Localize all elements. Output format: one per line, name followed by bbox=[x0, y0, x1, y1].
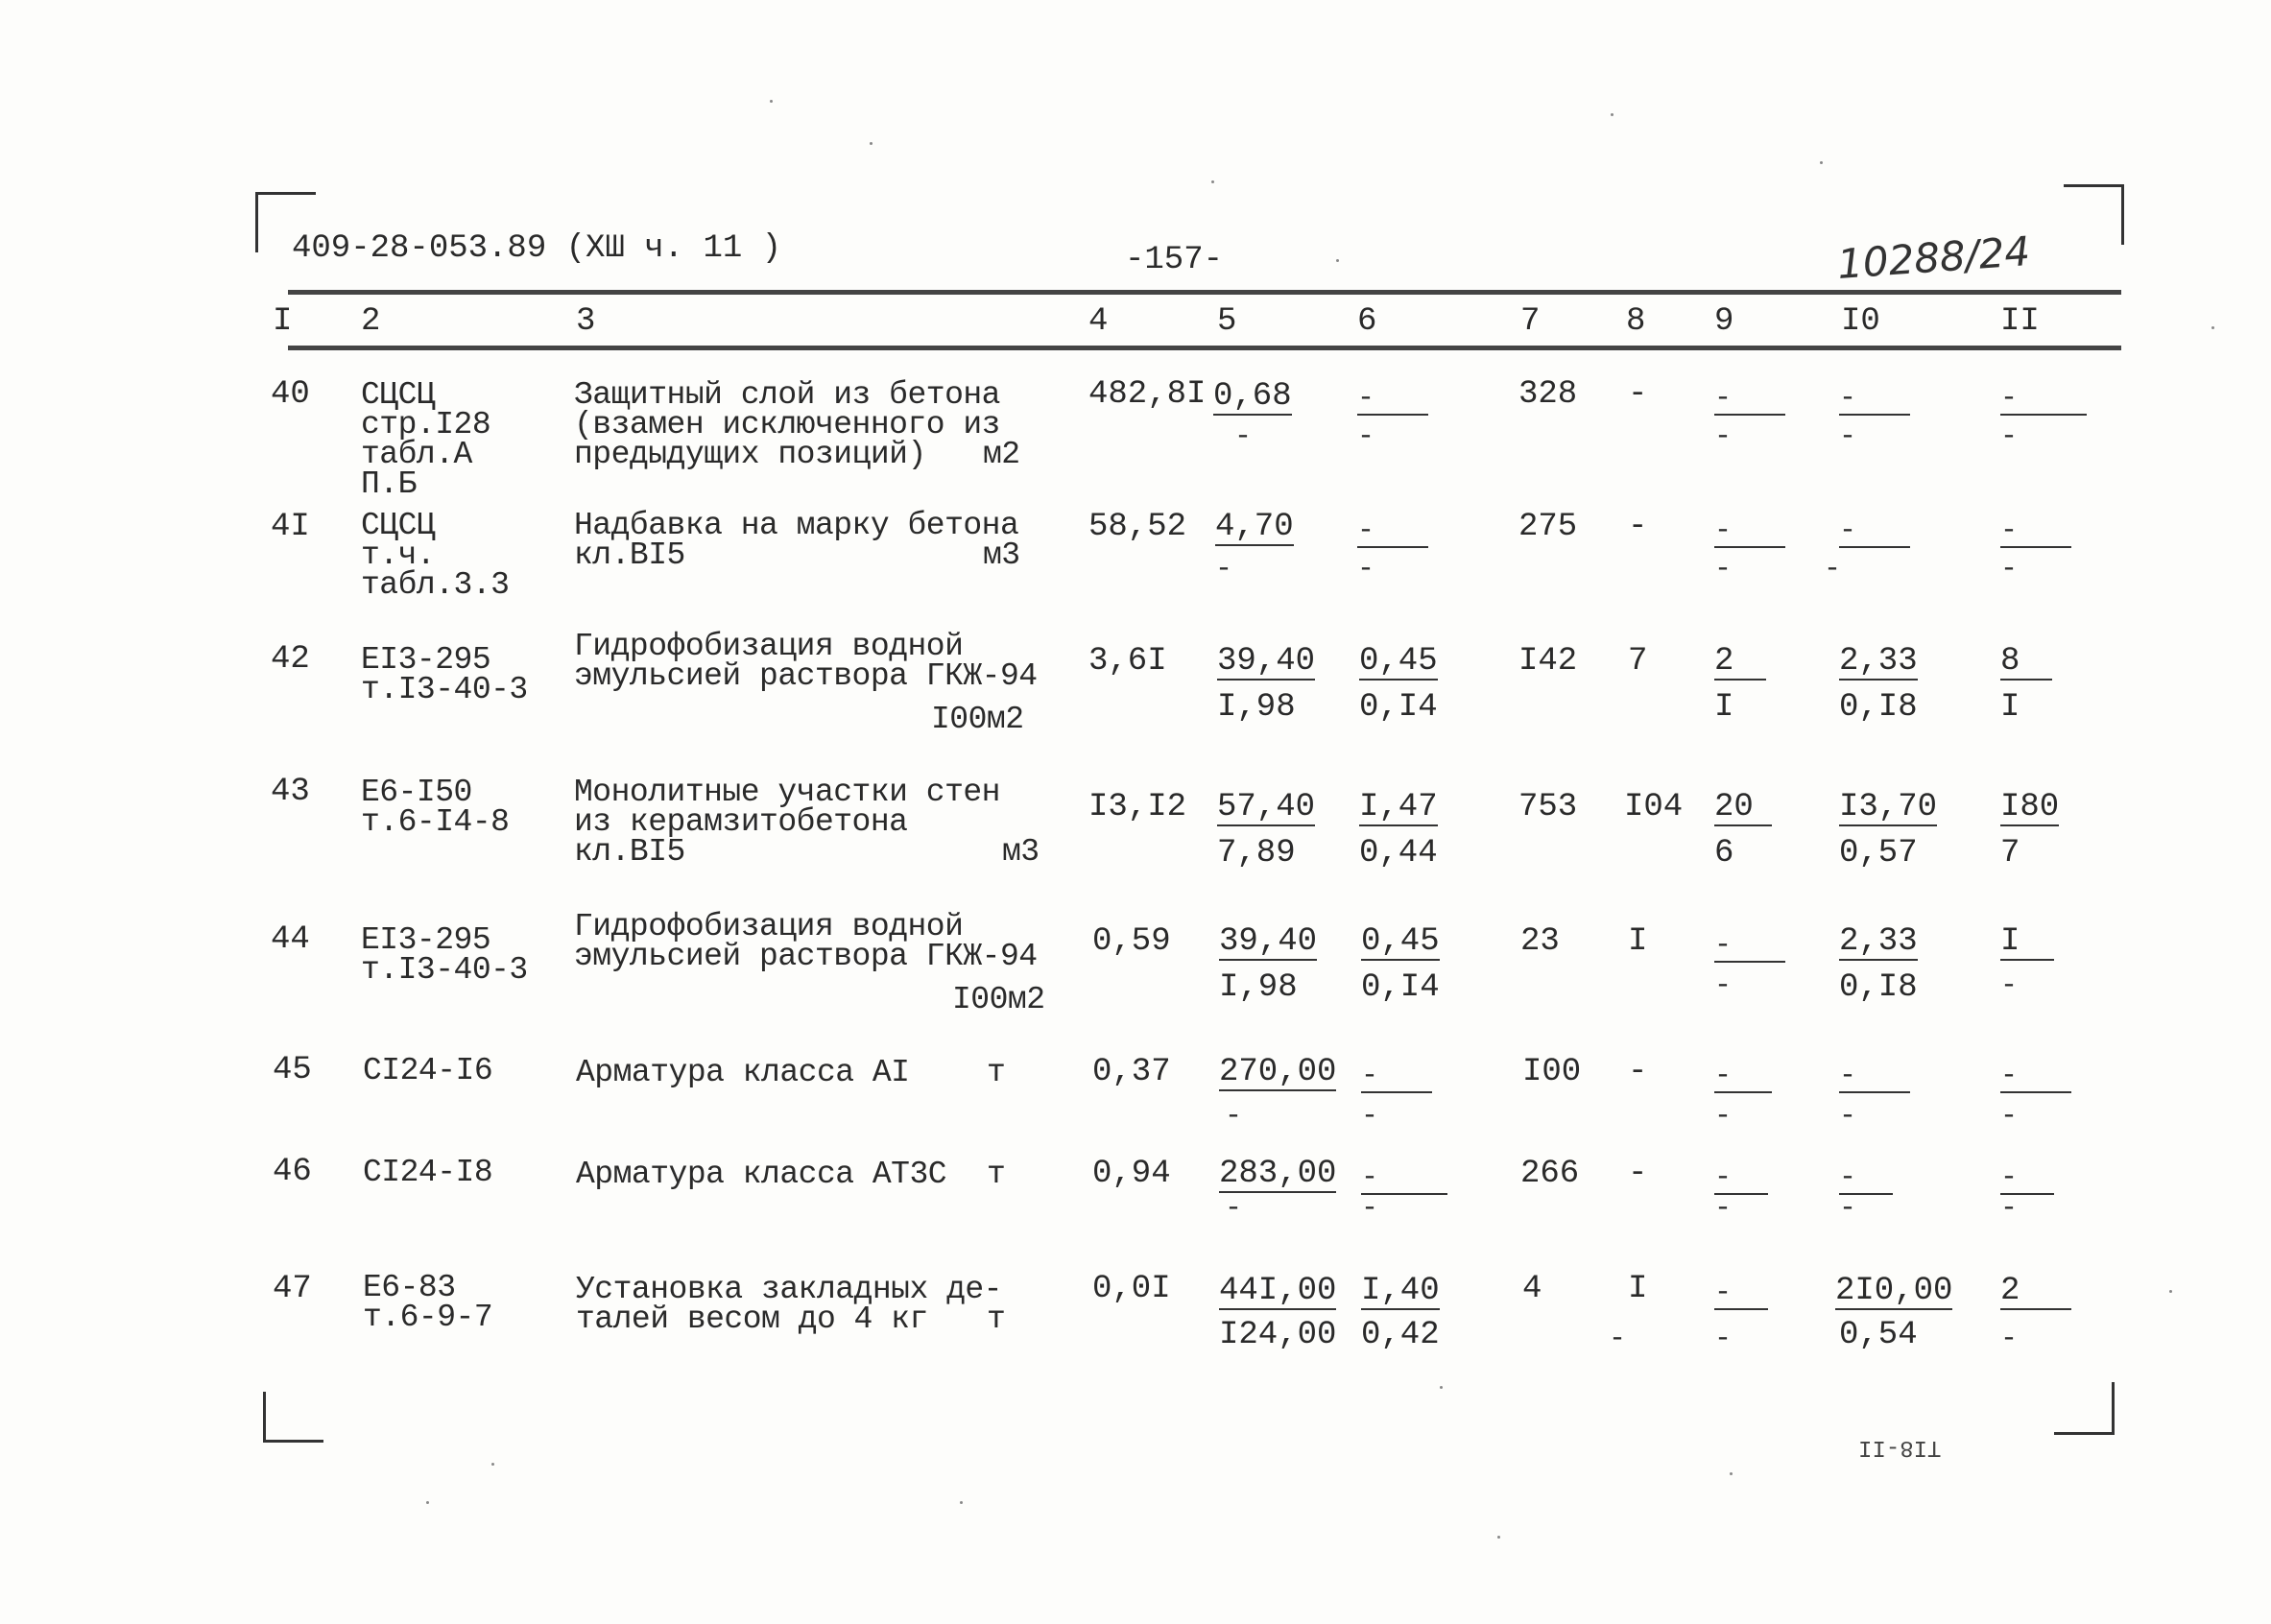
scan-speck bbox=[2211, 326, 2214, 329]
col11-bottom: - bbox=[2000, 1192, 2019, 1225]
quantity: 58,52 bbox=[1088, 509, 1187, 545]
col-header-7: 7 bbox=[1520, 303, 1541, 340]
row-number: 43 bbox=[271, 774, 310, 810]
col-header-1: I bbox=[273, 303, 293, 340]
scan-speck bbox=[491, 1463, 494, 1466]
row-number: 42 bbox=[271, 641, 310, 678]
description-line: Арматура класса AI bbox=[576, 1055, 910, 1090]
col11-bottom: - bbox=[2000, 553, 2019, 585]
scan-speck bbox=[1211, 180, 1214, 183]
footer-stamp: TI8-II bbox=[1858, 1434, 1942, 1460]
col10-top: 2,33 bbox=[1839, 923, 1918, 960]
corner-mark-bottom-right bbox=[2054, 1382, 2115, 1435]
col9-bottom: - bbox=[1714, 1323, 1733, 1355]
col10-bottom: 0,I8 bbox=[1839, 689, 1918, 726]
row-number: 40 bbox=[271, 376, 310, 413]
col8: I04 bbox=[1624, 789, 1684, 825]
col-header-10: I0 bbox=[1841, 303, 1880, 340]
col8: - bbox=[1628, 1156, 1648, 1192]
col5-bottom: I,98 bbox=[1219, 969, 1298, 1006]
col10-bottom: - bbox=[1824, 553, 1842, 585]
corner-mark-top-right bbox=[2064, 184, 2124, 245]
scan-speck bbox=[2169, 1290, 2172, 1293]
description-line: Гидрофобизация водной bbox=[574, 909, 964, 944]
col5-bottom: - bbox=[1215, 553, 1233, 585]
col7: I00 bbox=[1522, 1054, 1582, 1090]
col6-top: I,47 bbox=[1359, 789, 1438, 825]
col9-top: - bbox=[1714, 1163, 1768, 1195]
col9-top: - bbox=[1714, 384, 1785, 416]
scan-speck bbox=[426, 1501, 429, 1504]
col9-bottom: - bbox=[1714, 1100, 1733, 1133]
code-line: стр.I28 bbox=[361, 407, 491, 442]
col9-bottom: - bbox=[1714, 420, 1733, 453]
col8: - bbox=[1628, 1054, 1648, 1090]
col11-bottom: - bbox=[2000, 1100, 2019, 1133]
code-line: табл.А bbox=[361, 437, 472, 472]
description-line: Надбавка на марку бетона bbox=[574, 508, 1019, 543]
code-line: EI3-295 bbox=[361, 642, 491, 678]
scan-speck bbox=[1730, 1472, 1733, 1475]
scan-speck bbox=[1611, 113, 1614, 116]
col9-top: - bbox=[1714, 516, 1785, 548]
col5-bottom: I,98 bbox=[1217, 689, 1296, 726]
unit: м3 bbox=[1002, 834, 1040, 870]
col6-top: - bbox=[1357, 384, 1428, 416]
col11-bottom: 7 bbox=[2000, 835, 2020, 872]
description-line: из керамзитобетона bbox=[574, 804, 908, 840]
col6-top: - bbox=[1361, 1062, 1432, 1093]
col5-bottom: 7,89 bbox=[1217, 835, 1296, 872]
code-line: табл.3.3 bbox=[361, 567, 510, 603]
col6-top: - bbox=[1361, 1163, 1447, 1195]
col9-bottom: 6 bbox=[1714, 835, 1734, 872]
col9-bottom: - bbox=[1714, 969, 1733, 1002]
col10-bottom: - bbox=[1839, 420, 1857, 453]
description-line: Установка закладных де- bbox=[576, 1272, 1002, 1307]
col6-bottom: - bbox=[1361, 1100, 1379, 1133]
scan-speck bbox=[1820, 161, 1823, 164]
col6-bottom: 0,I4 bbox=[1359, 689, 1438, 726]
col5-top: 0,68 bbox=[1213, 378, 1292, 415]
description-line: Гидрофобизация водной bbox=[574, 629, 964, 664]
col8: - bbox=[1628, 509, 1648, 545]
col10-top: - bbox=[1839, 516, 1910, 548]
col7: 753 bbox=[1518, 789, 1578, 825]
col6-bottom: 0,I4 bbox=[1361, 969, 1440, 1006]
corner-mark-bottom-left bbox=[263, 1392, 323, 1443]
col11-top: - bbox=[2000, 1163, 2054, 1195]
col7: 275 bbox=[1518, 509, 1578, 545]
scan-speck bbox=[870, 142, 873, 145]
col10-top: - bbox=[1839, 384, 1910, 416]
description-line: эмульсией раствора ГКЖ-94 bbox=[574, 939, 1038, 974]
unit: I00м2 bbox=[952, 982, 1045, 1017]
col11-top: 8 bbox=[2000, 645, 2052, 681]
scan-speck bbox=[1336, 259, 1339, 262]
col5-top: 57,40 bbox=[1217, 789, 1316, 825]
col10-bottom: 0,I8 bbox=[1839, 969, 1918, 1006]
description-line: кл.BI5 bbox=[574, 834, 685, 870]
page-number: -157- bbox=[1125, 242, 1224, 278]
col11-bottom: I bbox=[2000, 689, 2020, 726]
col11-top: - bbox=[2000, 516, 2071, 548]
col8: I bbox=[1628, 923, 1648, 960]
col-header-4: 4 bbox=[1088, 303, 1109, 340]
scan-speck bbox=[1440, 1386, 1443, 1389]
col5-top: 4,70 bbox=[1215, 509, 1294, 545]
col11-top: - bbox=[2000, 384, 2087, 416]
code-line: т.I3-40-3 bbox=[361, 672, 528, 707]
row-number: 44 bbox=[271, 921, 310, 958]
col11-top: - bbox=[2000, 1062, 2071, 1093]
document-code: 409-28-053.89 (XШ ч. 11 ) bbox=[292, 230, 782, 267]
code-line: т.I3-40-3 bbox=[361, 952, 528, 988]
col-header-3: 3 bbox=[576, 303, 596, 340]
col11-bottom: - bbox=[2000, 1323, 2019, 1355]
col5-bottom: - bbox=[1225, 1192, 1243, 1225]
unit: I00м2 bbox=[931, 702, 1024, 737]
unit: м2 bbox=[983, 437, 1020, 472]
code-line: E6-I50 bbox=[361, 775, 472, 810]
col5-top: 39,40 bbox=[1217, 643, 1316, 680]
quantity: 0,0I bbox=[1092, 1271, 1171, 1307]
code-line: CI24-I8 bbox=[363, 1155, 493, 1190]
description-line: (взамен исключенного из bbox=[574, 407, 1000, 442]
col7: 266 bbox=[1520, 1156, 1580, 1192]
col-header-2: 2 bbox=[361, 303, 381, 340]
col9-bottom: I bbox=[1714, 689, 1734, 726]
code-line: т.6-I4-8 bbox=[361, 804, 510, 840]
unit: м3 bbox=[983, 537, 1020, 573]
quantity: 3,6I bbox=[1088, 643, 1167, 680]
col7: I42 bbox=[1518, 643, 1578, 680]
col11-bottom: - bbox=[2000, 969, 2019, 1002]
col10-top: 2I0,00 bbox=[1835, 1273, 1953, 1309]
row-number: 47 bbox=[273, 1271, 312, 1307]
col8-top: I bbox=[1628, 1271, 1648, 1307]
col6-bottom: 0,44 bbox=[1359, 835, 1438, 872]
col-header-8: 8 bbox=[1626, 303, 1646, 340]
description-line: Защитный слой из бетона bbox=[574, 377, 1000, 413]
handwritten-reference: 10288/24 bbox=[1835, 227, 2032, 288]
code-line: СЦСЦ bbox=[361, 377, 436, 413]
quantity: 0,94 bbox=[1092, 1156, 1171, 1192]
description-line: талей весом до 4 кг bbox=[576, 1302, 928, 1337]
scan-speck bbox=[960, 1501, 963, 1504]
quantity: 0,59 bbox=[1092, 923, 1171, 960]
col6-top: I,40 bbox=[1361, 1273, 1440, 1309]
code-line: т.ч. bbox=[361, 537, 436, 573]
col10-bottom: 0,57 bbox=[1839, 835, 1918, 872]
col5-top: 283,00 bbox=[1219, 1156, 1337, 1192]
unit: т bbox=[987, 1302, 1006, 1337]
row-number: 45 bbox=[273, 1052, 312, 1088]
col-header-5: 5 bbox=[1217, 303, 1237, 340]
code-line: E6-83 bbox=[363, 1270, 456, 1305]
col6-top: 0,45 bbox=[1361, 923, 1440, 960]
code-line: П.Б bbox=[361, 466, 417, 502]
col9-top: 20 bbox=[1714, 791, 1772, 826]
col8-bottom-dash: - bbox=[1609, 1323, 1627, 1355]
col9-top: - bbox=[1714, 931, 1785, 963]
col9-top: - bbox=[1714, 1062, 1772, 1093]
quantity: 0,37 bbox=[1092, 1054, 1171, 1090]
col-header-9: 9 bbox=[1714, 303, 1734, 340]
col6-top: - bbox=[1357, 516, 1428, 548]
col9-top: - bbox=[1714, 1278, 1768, 1310]
col9-bottom: - bbox=[1714, 1192, 1733, 1225]
code-line: EI3-295 bbox=[361, 922, 491, 958]
col5-bottom: I24,00 bbox=[1219, 1317, 1337, 1353]
col9-bottom: - bbox=[1714, 553, 1733, 585]
unit: т bbox=[987, 1055, 1006, 1090]
unit: т bbox=[987, 1157, 1006, 1192]
code-line: т.6-9-7 bbox=[363, 1300, 493, 1335]
quantity: 482,8I bbox=[1088, 376, 1207, 413]
header-rule-bottom bbox=[288, 346, 2121, 350]
col5-bottom: - bbox=[1225, 1100, 1243, 1133]
code-line: СЦСЦ bbox=[361, 508, 436, 543]
col8: - bbox=[1628, 376, 1648, 413]
col10-top: - bbox=[1839, 1062, 1910, 1093]
description-line: предыдущих позиций) bbox=[574, 437, 926, 472]
description-line: Арматура класса AT3C bbox=[576, 1157, 947, 1192]
col8: 7 bbox=[1628, 643, 1648, 680]
col5-bottom: - bbox=[1234, 420, 1253, 453]
col10-top: - bbox=[1839, 1163, 1893, 1195]
col6-bottom: - bbox=[1357, 553, 1375, 585]
header-rule-top bbox=[288, 290, 2121, 295]
row-number: 46 bbox=[273, 1154, 312, 1190]
col11-top: I80 bbox=[2000, 789, 2060, 825]
col6-bottom: - bbox=[1361, 1192, 1379, 1225]
col9-top: 2 bbox=[1714, 645, 1766, 681]
col10-bottom: 0,54 bbox=[1839, 1317, 1918, 1353]
col7: 328 bbox=[1518, 376, 1578, 413]
col-header-6: 6 bbox=[1357, 303, 1377, 340]
quantity: I3,I2 bbox=[1088, 789, 1187, 825]
col-header-11: II bbox=[2000, 303, 2040, 340]
row-number: 4I bbox=[271, 509, 310, 545]
description-line: Монолитные участки стен bbox=[574, 775, 1000, 810]
col10-top: 2,33 bbox=[1839, 643, 1918, 680]
description-line: кл.BI5 bbox=[574, 537, 685, 573]
code-line: CI24-I6 bbox=[363, 1053, 493, 1088]
col10-bottom: - bbox=[1839, 1192, 1857, 1225]
col7: 23 bbox=[1520, 923, 1560, 960]
col10-top: I3,70 bbox=[1839, 789, 1938, 825]
col6-bottom: 0,42 bbox=[1361, 1317, 1440, 1353]
description-line: эмульсией раствора ГКЖ-94 bbox=[574, 658, 1038, 694]
col6-bottom: - bbox=[1357, 420, 1375, 453]
scan-speck bbox=[1497, 1536, 1500, 1539]
col11-top: I bbox=[2000, 925, 2054, 961]
col5-top: 44I,00 bbox=[1219, 1273, 1337, 1309]
col5-top: 39,40 bbox=[1219, 923, 1318, 960]
col11-top: 2 bbox=[2000, 1275, 2071, 1310]
col7: 4 bbox=[1522, 1271, 1542, 1307]
col11-bottom: - bbox=[2000, 420, 2019, 453]
scan-speck bbox=[770, 100, 773, 103]
col5-top: 270,00 bbox=[1219, 1054, 1337, 1090]
col10-bottom: - bbox=[1839, 1100, 1857, 1133]
col6-top: 0,45 bbox=[1359, 643, 1438, 680]
